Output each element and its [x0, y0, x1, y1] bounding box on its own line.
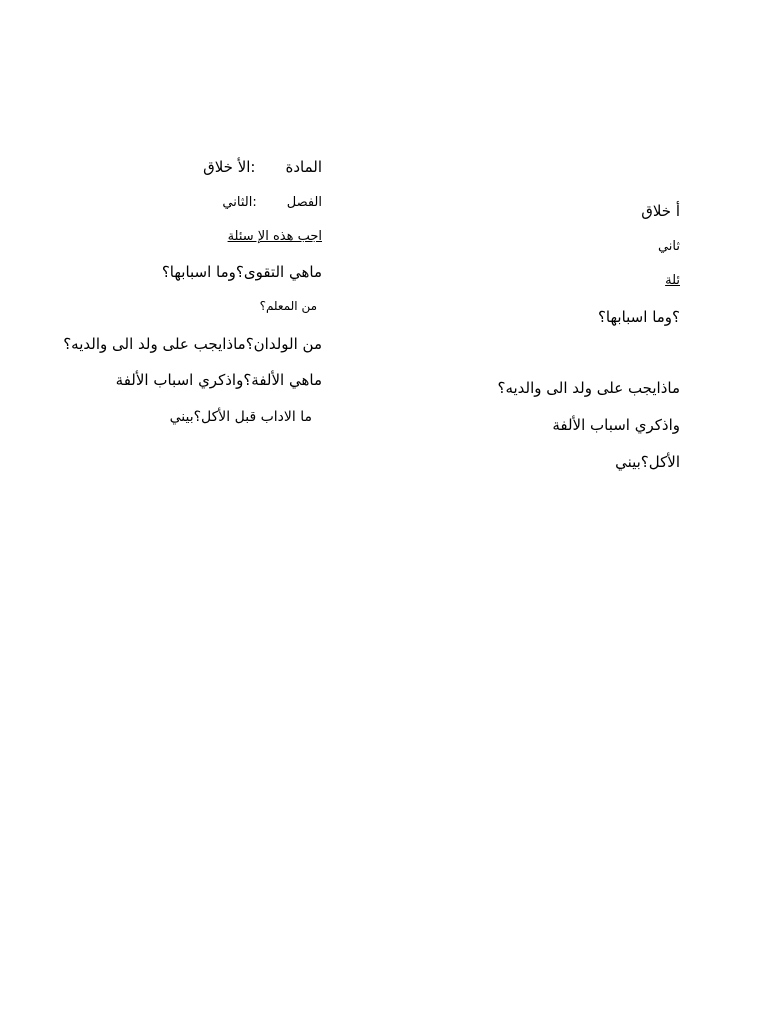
instruction-heading: اجب هذه الإ سئلة: [227, 229, 322, 244]
subject-value: :الأ خلاق: [203, 158, 256, 176]
class-label: الفصل: [286, 195, 322, 210]
class-value: :الثاني: [222, 195, 257, 210]
question-4: ماهي الألفة؟واذكري اسباب الألفة: [115, 371, 322, 389]
right-line-4: ؟وما اسبابها؟: [597, 308, 680, 326]
question-1: ماهي التقوى؟وما اسبابها؟: [161, 263, 322, 281]
right-line-6: واذكري اسباب الألفة: [552, 416, 680, 434]
question-5: ما الاداب قبل الأكل؟بيني: [169, 409, 312, 425]
question-2: من المعلم؟: [259, 299, 317, 313]
class-line: [222, 196, 322, 209]
worksheet-left-column: [0, 0, 322, 1024]
subject-label: المادة: [285, 158, 322, 176]
subject-line: [203, 160, 322, 175]
question-3: من الولدان؟ماذايجب على ولد الى والديه؟: [63, 335, 322, 353]
right-line-5: ماذايجب على ولد الى والديه؟: [497, 379, 680, 397]
right-line-2: ثاني: [657, 239, 680, 254]
worksheet-right-column-clipped: [380, 0, 680, 1024]
right-line-7: الأكل؟بيني: [615, 453, 680, 471]
right-line-1: أ خلاق: [641, 202, 680, 220]
right-line-3: ئلة: [665, 273, 680, 288]
